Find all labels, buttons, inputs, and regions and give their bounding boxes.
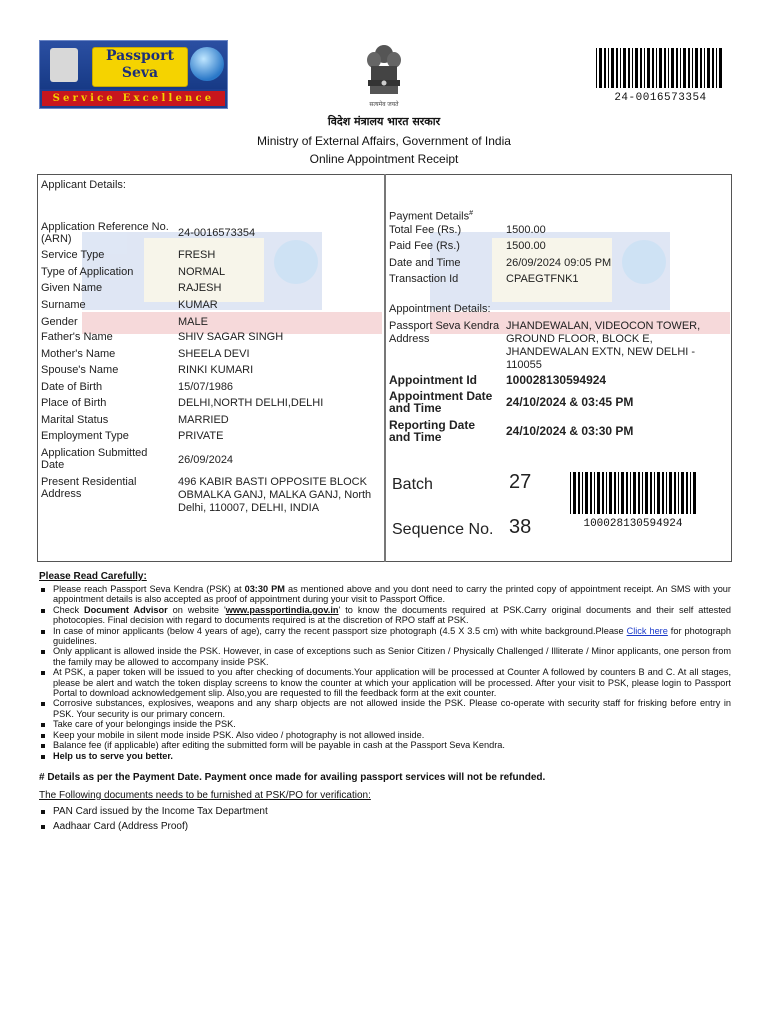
note-item: Balance fee (if applicable) after editing the submitted form will be payable in cash at the Passport Seva Kendra. bbox=[39, 740, 731, 750]
logo-band: Service Excellence bbox=[42, 91, 225, 106]
passport-website-link[interactable]: www.passportindia.gov.in bbox=[225, 604, 339, 615]
note-item: Corrosive substances, explosives, weapons and any sharp objects are not allowed inside the PSK. Please co-operate with security staff for frisking before entry in PSK. Your security is our primary concern. bbox=[39, 698, 731, 719]
arn-barcode-number: 24-0016573354 bbox=[614, 92, 707, 104]
barcode-bar bbox=[582, 472, 583, 514]
total-fee-label: Total Fee (Rs.) bbox=[389, 224, 462, 236]
notes-title: Please Read Carefully: bbox=[39, 571, 147, 582]
address-value: 496 KABIR BASTI OPPOSITE BLOCK OBMALKA GANJ, MALKA GANJ, North Delhi, 110007, DELHI, INDIA bbox=[178, 476, 372, 514]
globe-icon bbox=[190, 47, 224, 81]
barcode-bar bbox=[626, 472, 628, 514]
note-item bbox=[39, 605, 731, 626]
barcode-bar bbox=[608, 48, 609, 88]
psk-address-value: JHANDEWALAN, VIDEOCON TOWER, GROUND FLOOR, BLOCK E, JHANDEWALAN EXTN, NEW DELHI - 110055 bbox=[506, 320, 701, 371]
given-name-value: RAJESH bbox=[178, 282, 222, 294]
given-name-label: Given Name bbox=[41, 282, 103, 294]
barcode-bar bbox=[693, 472, 696, 514]
employment-type-label: Employment Type bbox=[41, 430, 129, 442]
barcode-bar bbox=[618, 472, 619, 514]
payment-refund-note: # Details as per the Payment Date. Payment once made for availing passport services will not be refunded. bbox=[39, 772, 546, 783]
barcode-bar bbox=[640, 48, 642, 88]
barcode-bar bbox=[704, 48, 705, 88]
pob-value: DELHI,NORTH DELHI,DELHI bbox=[178, 397, 324, 409]
mother-name-value: SHEELA DEVI bbox=[178, 348, 250, 360]
barcode-bar bbox=[716, 48, 717, 88]
barcode-bar bbox=[642, 472, 643, 514]
barcode-bar bbox=[590, 472, 592, 514]
barcode-bar bbox=[570, 472, 571, 514]
logo-line1: Passport bbox=[106, 48, 174, 64]
barcode-bar bbox=[719, 48, 722, 88]
barcode-bar bbox=[669, 472, 672, 514]
barcode-bar bbox=[656, 48, 657, 88]
address-label: Present Residential Address bbox=[41, 476, 137, 500]
click-here-link[interactable]: Click here bbox=[626, 625, 668, 636]
barcode-bar bbox=[647, 48, 650, 88]
dob-label: Date of Birth bbox=[41, 381, 103, 393]
barcode-bar bbox=[707, 48, 710, 88]
documents-list bbox=[39, 804, 268, 834]
note-item bbox=[39, 626, 731, 647]
application-type-label: Type of Application bbox=[41, 266, 134, 278]
barcode-bar bbox=[585, 472, 588, 514]
application-type-value: NORMAL bbox=[178, 266, 226, 278]
barcode-bar bbox=[692, 48, 693, 88]
document-item: Aadhaar Card (Address Proof) bbox=[39, 819, 268, 834]
note-text: In case of minor applicants (below 4 years of age), carry the recent passport size photograph (4.5 X 3.5 cm) with white background.Please bbox=[53, 625, 627, 636]
barcode-bar bbox=[674, 472, 676, 514]
notes-list bbox=[39, 584, 731, 761]
mother-name-label: Mother's Name bbox=[41, 348, 116, 360]
barcode-bar bbox=[688, 48, 690, 88]
barcode-bar bbox=[628, 48, 630, 88]
arn-barcode bbox=[594, 48, 727, 88]
payment-heading bbox=[389, 208, 473, 223]
note-item bbox=[39, 584, 731, 605]
paid-fee-value: 1500.00 bbox=[506, 240, 546, 252]
barcode-bar bbox=[686, 472, 688, 514]
barcode-bar bbox=[676, 48, 678, 88]
barcode-bar bbox=[623, 48, 626, 88]
barcode-bar bbox=[671, 48, 674, 88]
batch-label: Batch bbox=[392, 476, 433, 493]
barcode-bar bbox=[620, 48, 621, 88]
appointment-date-label: Appointment Date and Time bbox=[389, 389, 493, 415]
barcode-bar bbox=[597, 472, 600, 514]
emblem-icon bbox=[50, 48, 78, 82]
payment-heading-mark: # bbox=[469, 210, 473, 217]
father-name-value: SHIV SAGAR SINGH bbox=[178, 331, 284, 343]
appointment-id-label: Appointment Id bbox=[389, 373, 477, 387]
appointment-barcode bbox=[568, 472, 698, 514]
barcode-bar bbox=[666, 472, 667, 514]
barcode-bar bbox=[578, 472, 580, 514]
barcode-bar bbox=[683, 48, 686, 88]
note-item: Only applicant is allowed inside the PSK. However, in case of exceptions such as Senior Citizen / Physically Challenged / Illiterate / Minor applicants, one person from the family may be allowed to accompany inside PSK. bbox=[39, 646, 731, 667]
payment-date-value: 26/09/2024 09:05 PM bbox=[506, 257, 612, 269]
barcode-bar bbox=[664, 48, 666, 88]
barcode-bar bbox=[594, 472, 595, 514]
gender-label: Gender bbox=[41, 316, 78, 328]
note-text: on website ' bbox=[167, 604, 226, 615]
note-item: Help us to serve you better. bbox=[39, 751, 731, 761]
appointment-heading: Appointment Details: bbox=[389, 303, 491, 315]
surname-label: Surname bbox=[41, 299, 86, 311]
barcode-bar bbox=[690, 472, 691, 514]
arn-value: 24-0016573354 bbox=[178, 227, 256, 239]
barcode-bar bbox=[606, 472, 607, 514]
note-item: At PSK, a paper token will be issued to you after checking of documents.Your application will be processed at Counter A followed by counters B and C. At all stages, please be alert and watch the token display screens to know the counter at which your application will be processed. After your visit to PSK, please login to Passport Portal to download acknowledgement slip. Also,you are requested to fill the feedback form at the exit counter. bbox=[39, 667, 731, 698]
note-text: ' to know the documents required at PSK.Carry original documents and their self attested photocopies. Final decision with regard to documents required is at the discretion of RPO staff at PSK. bbox=[53, 604, 731, 626]
barcode-bar bbox=[700, 48, 702, 88]
barcode-bar bbox=[614, 472, 616, 514]
barcode-bar bbox=[633, 472, 636, 514]
sequence-value: 38 bbox=[509, 516, 532, 538]
batch-value: 27 bbox=[509, 471, 532, 493]
note-item: Take care of your belongings inside the PSK. bbox=[39, 719, 731, 729]
barcode-bar bbox=[602, 472, 604, 514]
barcode-bar bbox=[630, 472, 631, 514]
barcode-bar bbox=[645, 472, 648, 514]
national-emblem-icon bbox=[363, 42, 405, 98]
column-divider bbox=[384, 174, 386, 562]
receipt-title: Online Appointment Receipt bbox=[309, 152, 459, 166]
payment-date-label: Date and Time bbox=[389, 257, 461, 269]
document-advisor-text: Document Advisor bbox=[84, 604, 168, 615]
barcode-bar bbox=[681, 472, 684, 514]
reporting-date-label: Reporting Date and Time bbox=[389, 418, 476, 444]
barcode-bar bbox=[611, 48, 614, 88]
emblem-motto: सत्यमेव जयते bbox=[369, 102, 399, 108]
psk-address-label: Passport Seva Kendra Address bbox=[389, 320, 500, 345]
appointment-id-value: 100028130594924 bbox=[506, 373, 607, 387]
reporting-date-value: 24/10/2024 & 03:30 PM bbox=[506, 424, 634, 438]
marital-status-value: MARRIED bbox=[178, 414, 229, 426]
barcode-bar bbox=[621, 472, 624, 514]
submitted-date-value: 26/09/2024 bbox=[178, 454, 234, 466]
transaction-id-value: CPAEGTFNK1 bbox=[506, 273, 579, 285]
barcode-bar bbox=[650, 472, 652, 514]
appointment-barcode-number: 100028130594924 bbox=[583, 518, 683, 530]
father-name-label: Father's Name bbox=[41, 331, 113, 343]
sequence-label: Sequence No. bbox=[392, 521, 494, 538]
gender-value: MALE bbox=[178, 316, 208, 328]
watermark-left bbox=[82, 232, 382, 336]
submitted-date-label: Application Submitted Date bbox=[41, 447, 148, 471]
barcode-bar bbox=[609, 472, 612, 514]
barcode-bar bbox=[616, 48, 618, 88]
note-text: Please reach Passport Seva Kendra (PSK) at bbox=[53, 584, 245, 594]
paid-fee-label: Paid Fee (Rs.) bbox=[389, 240, 460, 252]
payment-heading-text: Payment Details bbox=[389, 210, 470, 223]
employment-type-value: PRIVATE bbox=[178, 430, 224, 442]
surname-value: KUMAR bbox=[178, 299, 218, 311]
barcode-bar bbox=[678, 472, 679, 514]
service-type-label: Service Type bbox=[41, 249, 105, 261]
barcode-bar bbox=[635, 48, 638, 88]
barcode-bar bbox=[573, 472, 576, 514]
barcode-bar bbox=[638, 472, 640, 514]
note-item: Keep your mobile in silent mode inside PSK. Also video / photography is not allowed inside. bbox=[39, 730, 731, 740]
note-text: as mentioned above and you dont need to carry the printed copy of appointment receipt. An SMS with your appointment details is also accepted as proof of appointment during your visit to Passport Office. bbox=[53, 584, 731, 605]
hindi-title: विदेश मंत्रालय भारत सरकार bbox=[327, 115, 441, 128]
barcode-bar bbox=[632, 48, 633, 88]
applicant-heading: Applicant Details: bbox=[41, 179, 126, 191]
barcode-bar bbox=[657, 472, 660, 514]
barcode-bar bbox=[659, 48, 662, 88]
barcode-bar bbox=[604, 48, 606, 88]
logo-line2: Seva bbox=[121, 65, 159, 81]
total-fee-value: 1500.00 bbox=[506, 224, 546, 236]
barcode-bar bbox=[662, 472, 664, 514]
document-item: PAN Card issued by the Income Tax Department bbox=[39, 804, 268, 819]
logo-plate bbox=[92, 47, 188, 87]
barcode-bar bbox=[599, 48, 602, 88]
documents-title: The Following documents needs to be furnished at PSK/PO for verification: bbox=[39, 790, 371, 801]
barcode-bar bbox=[596, 48, 597, 88]
transaction-id-label: Transaction Id bbox=[389, 273, 459, 285]
barcode-bar bbox=[654, 472, 655, 514]
pob-label: Place of Birth bbox=[41, 397, 107, 409]
note-reporting-time: 03:30 PM bbox=[244, 584, 285, 594]
spouse-name-label: Spouse's Name bbox=[41, 364, 119, 376]
barcode-bar bbox=[680, 48, 681, 88]
arn-label: Application Reference No. (ARN) bbox=[41, 221, 169, 245]
barcode-bar bbox=[695, 48, 698, 88]
dob-value: 15/07/1986 bbox=[178, 381, 234, 393]
note-text: Check bbox=[53, 604, 84, 615]
ministry-title: Ministry of External Affairs, Government of India bbox=[257, 134, 511, 148]
marital-status-label: Marital Status bbox=[41, 414, 109, 426]
barcode-bar bbox=[644, 48, 645, 88]
spouse-name-value: RINKI KUMARI bbox=[178, 364, 254, 376]
barcode-bar bbox=[712, 48, 714, 88]
service-type-value: FRESH bbox=[178, 249, 216, 261]
passport-seva-logo bbox=[39, 40, 228, 109]
appointment-date-value: 24/10/2024 & 03:45 PM bbox=[506, 395, 634, 409]
note-text: for photograph guidelines. bbox=[53, 625, 731, 647]
barcode-bar bbox=[652, 48, 654, 88]
barcode-bar bbox=[668, 48, 669, 88]
